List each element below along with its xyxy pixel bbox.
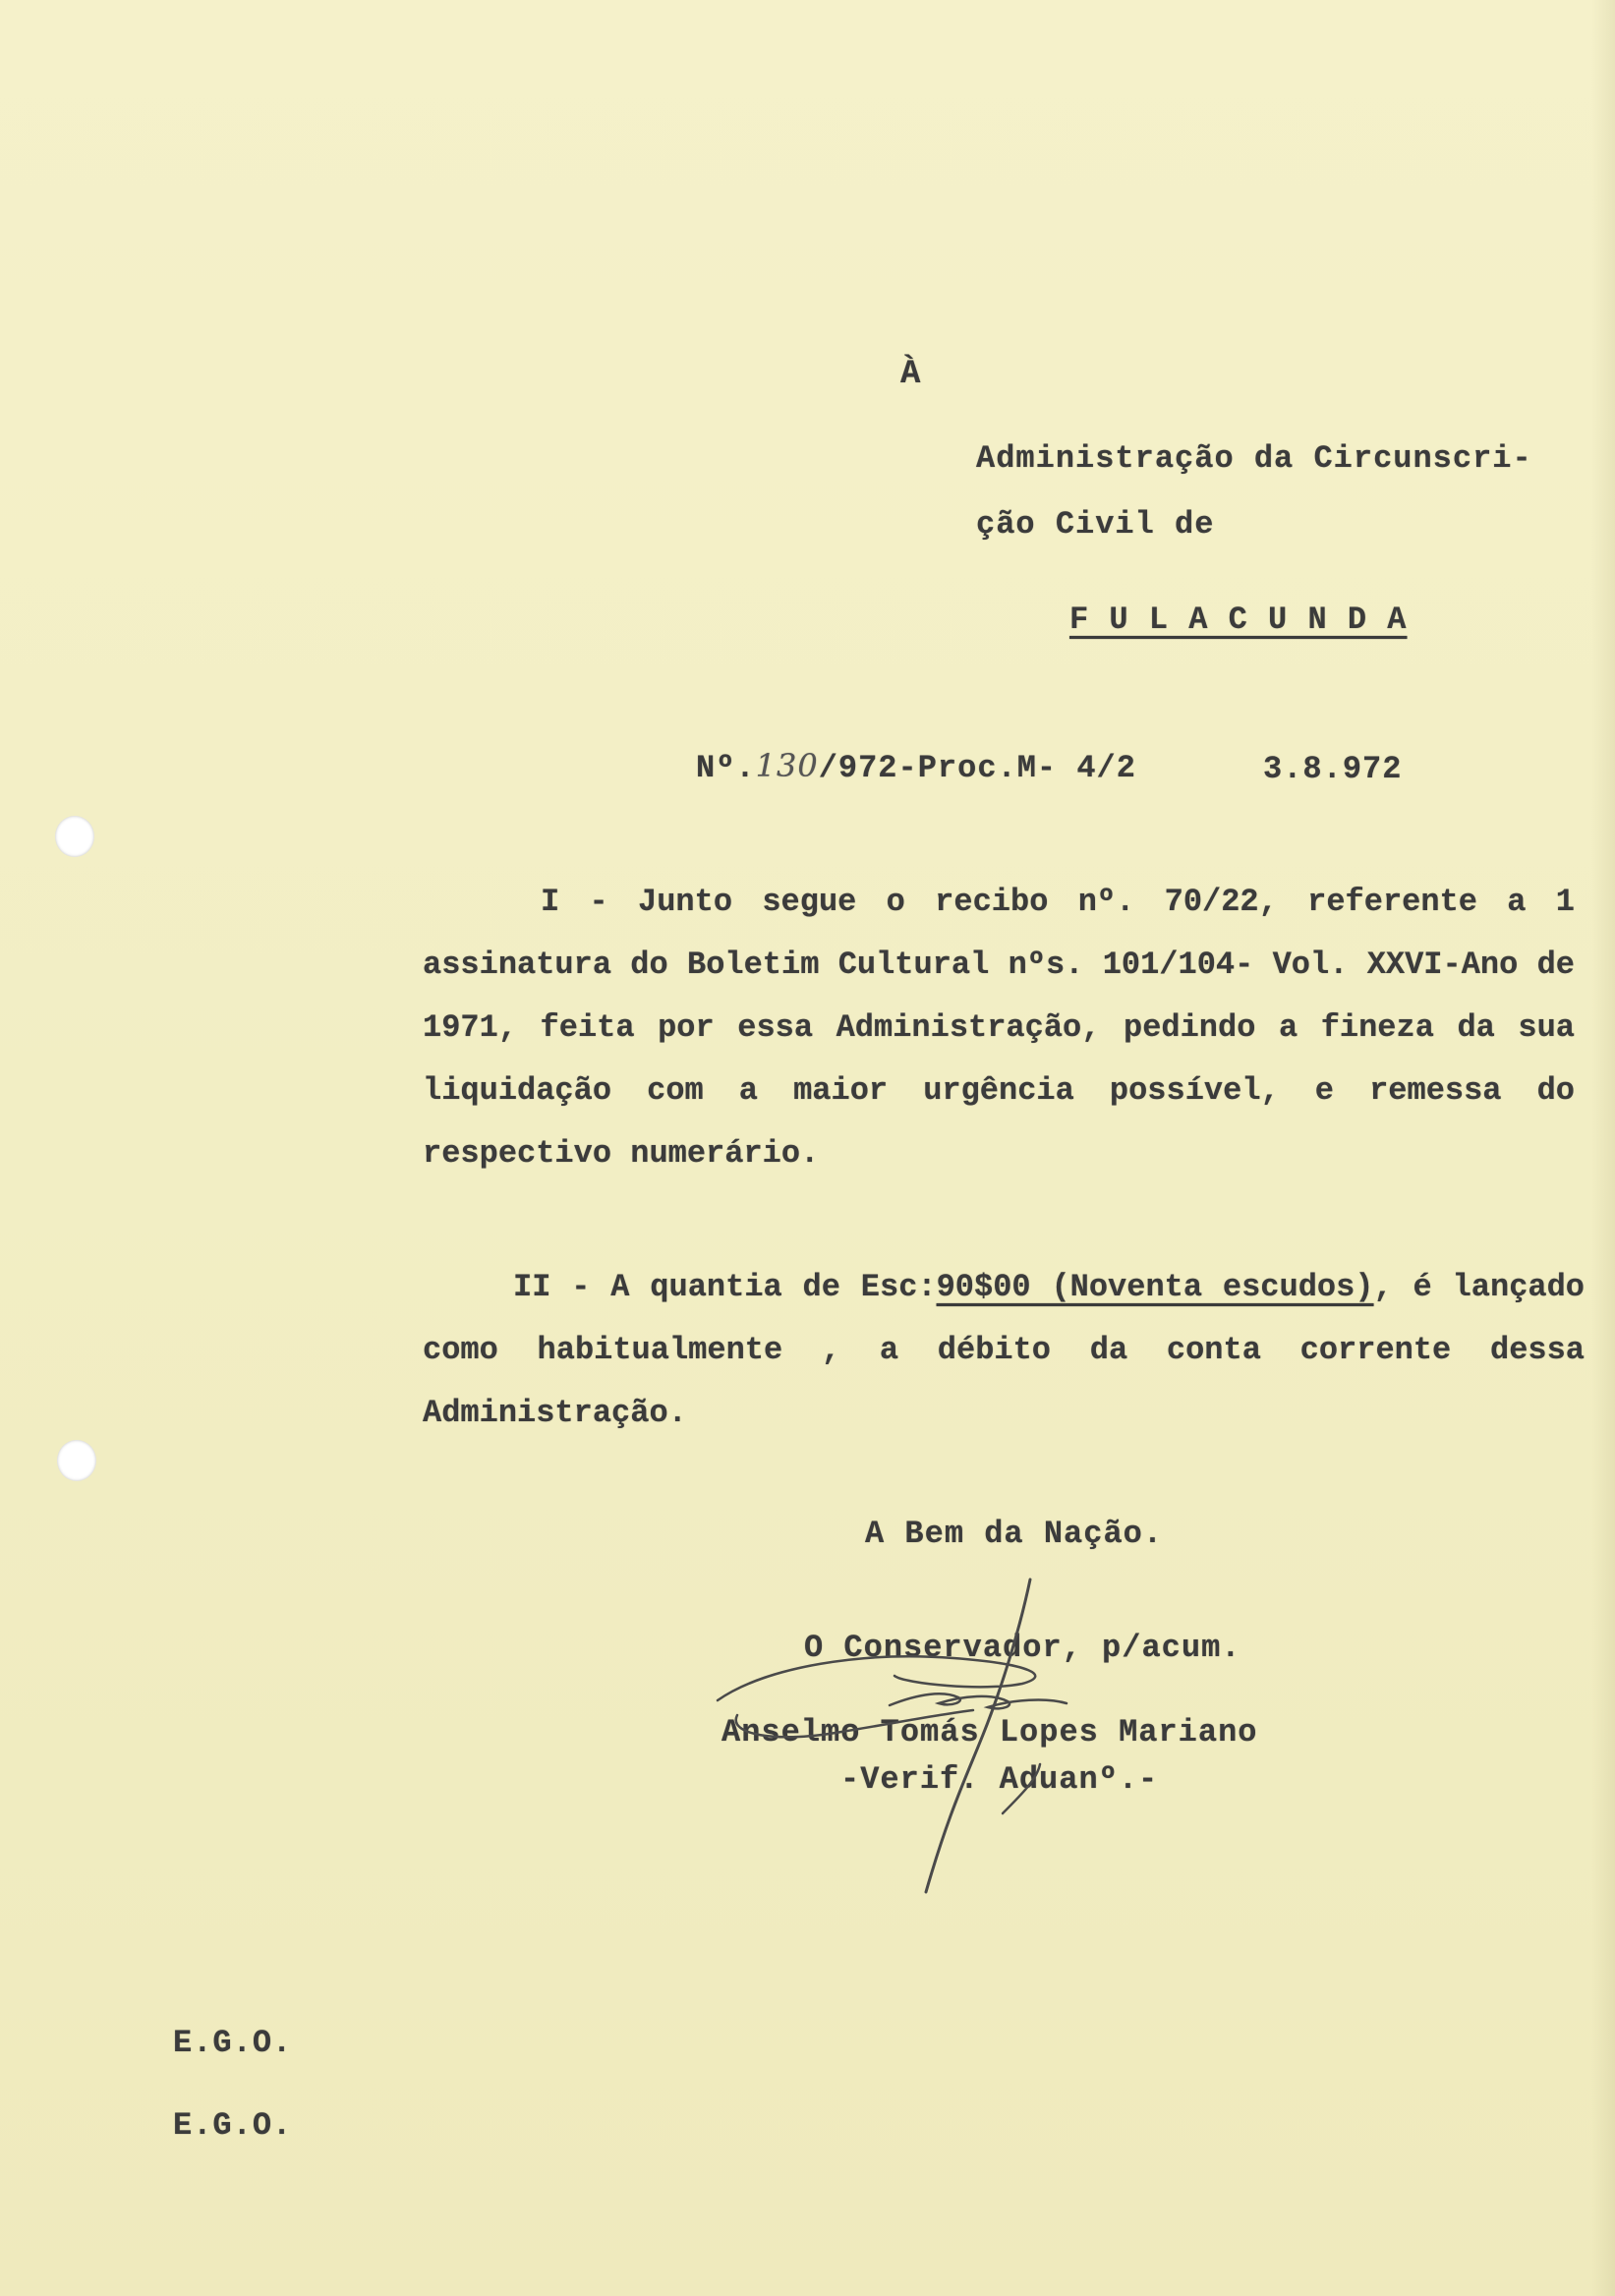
address-place: F U L A C U N D A	[1069, 602, 1408, 638]
reference-number-prefix: Nº.	[696, 750, 756, 786]
paragraph-2	[423, 1256, 1585, 1445]
address-salutation: À	[900, 356, 922, 393]
reference-date: 3.8.972	[1263, 751, 1403, 787]
address-line-1: Administração da Circunscri-	[976, 440, 1532, 477]
signatory-role: O Conservador, p/acum.	[804, 1630, 1241, 1666]
paragraph-2-amount: 90$00 (Noventa escudos)	[936, 1269, 1374, 1305]
paragraph-2-lead: II - A quantia de Esc:	[513, 1269, 937, 1305]
punch-hole-top	[55, 816, 94, 857]
paragraph-2-rest: , é lançado como habitualmente , a débito da conta corrente dessa Administração.	[423, 1269, 1585, 1431]
footer-code-2: E.G.O.	[173, 2107, 293, 2144]
handwritten-signature	[708, 1568, 1219, 1902]
reference-number-handwritten: 130	[755, 747, 819, 784]
paper-edge-shadow	[1591, 0, 1615, 2296]
signatory-title: -Verif. Aduanº.-	[840, 1761, 1159, 1798]
paragraph-1: I - Junto segue o recibo nº. 70/22, referente a 1 assinatura do Boletim Cultural nºs. 101/104- Vol. XXVI-Ano de 1971, feita por essa Administração, pedindo a fineza da sua liquidação com a maior urgência possível, e remessa do respectivo numerário.	[423, 884, 1575, 1172]
signatory-name: Anselmo Tomás Lopes Mariano	[721, 1714, 1258, 1751]
closing-salutation: A Bem da Nação.	[865, 1516, 1164, 1552]
punch-hole-bottom	[57, 1440, 96, 1481]
reference-number-suffix: /972-Proc.M- 4/2	[818, 750, 1136, 786]
address-line-2: ção Civil de	[976, 506, 1215, 543]
reference-line	[696, 747, 1136, 786]
footer-code-1: E.G.O.	[173, 2025, 293, 2061]
